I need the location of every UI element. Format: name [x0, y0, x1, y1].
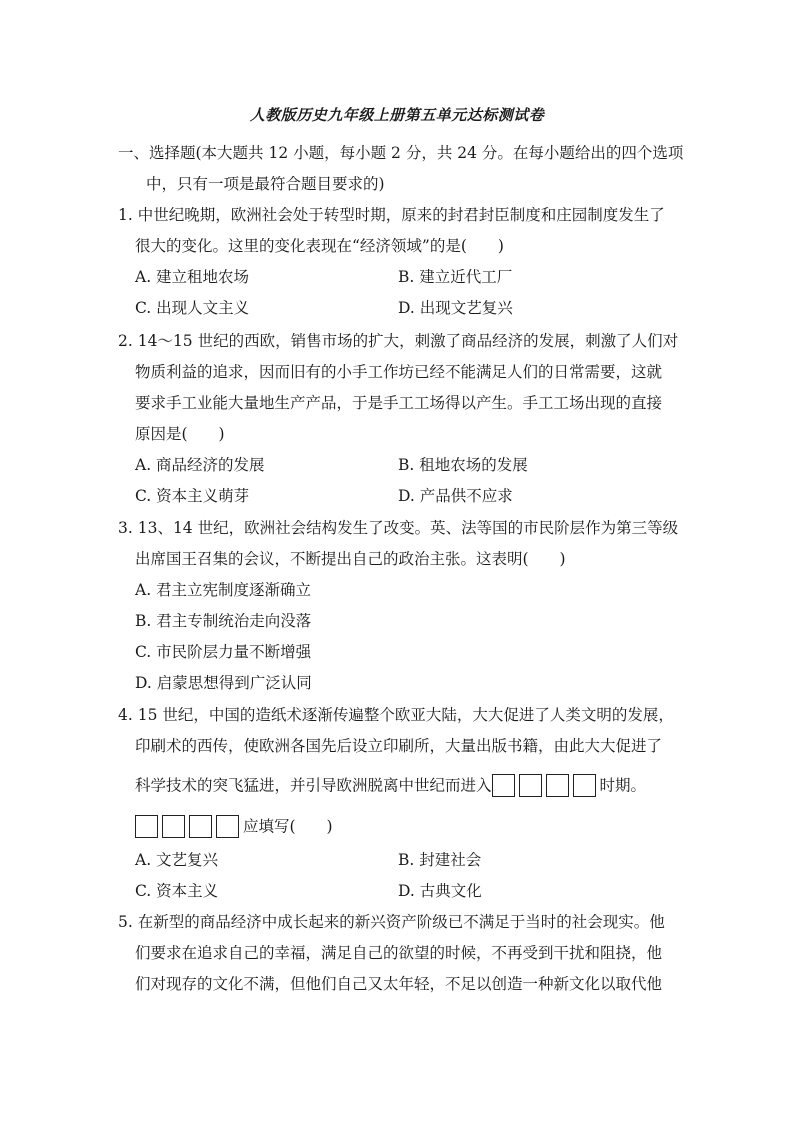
question-2-line2: 物质利益的追求，因而旧有的小手工作坊已经不能满足人们的日常需要，这就 [135, 363, 663, 381]
question-4-line3-end: 时期。 [599, 776, 647, 795]
blank-box [216, 815, 239, 838]
question-4-option-b: B. 封建社会 [398, 851, 482, 869]
question-5-line3: 们对现存的文化不满，但他们自己又太年轻，不足以创造一种新文化以取代他 [135, 975, 663, 993]
blank-boxes [492, 774, 600, 799]
blank-box [162, 815, 185, 838]
blank-box [573, 774, 596, 797]
blank-box [135, 815, 158, 838]
question-2-line4: 原因是( ) [135, 425, 225, 443]
question-4-line2: 印刷术的西传，使欧洲各国先后设立印刷所，大量出版书籍，由此大大促进了 [135, 737, 663, 755]
question-4-option-d: D. 古典文化 [398, 882, 482, 900]
question-4-line4-text: 应填写( ) [243, 817, 333, 836]
question-4-line3 [135, 774, 646, 799]
page-title: 人教版历史九年级上册第五单元达标测试卷 [249, 106, 545, 124]
question-2-option-d: D. 产品供不应求 [398, 487, 513, 505]
question-1-line2: 很大的变化。这里的变化表现在“经济领域”的是( ) [135, 237, 504, 255]
question-4-option-a: A. 文艺复兴 [135, 851, 219, 869]
question-4-line1: 4. 15 世纪，中国的造纸术逐渐传遍整个欧亚大陆，大大促进了人类文明的发展， [118, 706, 674, 724]
question-2-line1: 2. 14～15 世纪的西欧，销售市场的扩大，刺激了商品经济的发展，刺激了人们对 [118, 332, 679, 350]
question-5-line1: 5. 在新型的商品经济中成长起来的新兴资产阶级已不满足于当时的社会现实。他 [118, 913, 665, 931]
question-2-option-a: A. 商品经济的发展 [135, 456, 265, 474]
blank-box [546, 774, 569, 797]
blank-boxes [135, 815, 243, 840]
question-2-line3: 要求手工业能大量地生产产品，于是手工工场得以产生。手工工场出现的直接 [135, 394, 663, 412]
blank-box [519, 774, 542, 797]
question-3-option-c: C. 市民阶层力量不断增强 [135, 643, 312, 661]
question-1-option-b: B. 建立近代工厂 [398, 268, 513, 286]
question-4-line3-text: 科学技术的突飞猛进，并引导欧洲脱离中世纪而进入 [135, 776, 492, 795]
blank-box [492, 774, 515, 797]
question-1-option-c: C. 出现人文主义 [135, 299, 250, 317]
section-heading-line1: 一、选择题(本大题共 12 小题，每小题 2 分，共 24 分。在每小题给出的四个选项 [118, 144, 684, 162]
question-3-line2: 出席国王召集的会议，不断提出自己的政治主张。这表明( ) [135, 550, 566, 568]
question-1-option-d: D. 出现文艺复兴 [398, 299, 513, 317]
question-3-option-a: A. 君主立宪制度逐渐确立 [135, 581, 312, 599]
question-3-option-b: B. 君主专制统治走向没落 [135, 612, 312, 630]
question-2-option-b: B. 租地农场的发展 [398, 456, 528, 474]
question-1-option-a: A. 建立租地农场 [135, 268, 250, 286]
question-3-option-d: D. 启蒙思想得到广泛认同 [135, 674, 312, 692]
question-4-line4 [135, 815, 333, 840]
question-2-option-c: C. 资本主义萌芽 [135, 487, 250, 505]
question-4-option-c: C. 资本主义 [135, 882, 219, 900]
section-heading-line2: 中，只有一项是最符合题目要求的) [146, 175, 385, 193]
blank-box [189, 815, 212, 838]
question-1-line1: 1. 中世纪晚期，欧洲社会处于转型时期，原来的封君封臣制度和庄园制度发生了 [118, 206, 665, 224]
question-5-line2: 们要求在追求自己的幸福，满足自己的欲望的时候，不再受到干扰和阻挠，他 [135, 944, 663, 962]
question-3-line1: 3. 13、14 世纪，欧洲社会结构发生了改变。英、法等国的市民阶层作为第三等级 [118, 519, 679, 537]
